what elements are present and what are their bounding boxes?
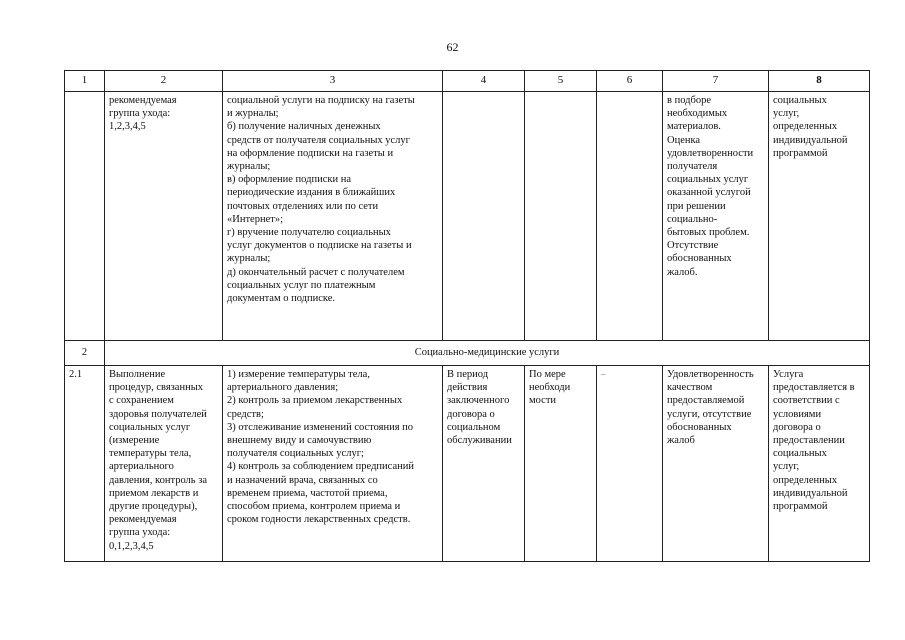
text-line: заключенного	[447, 395, 510, 407]
periodicity-text	[529, 368, 592, 408]
cell-service-content	[223, 366, 443, 562]
text-line: предоставляется в	[773, 382, 855, 394]
text-line: материалов.	[667, 121, 721, 133]
text-line: почтовых отделениях или по сети	[227, 200, 379, 212]
header-col-3: 3	[223, 71, 443, 92]
cell-conditions	[769, 92, 870, 341]
text-line: г) вручение получателю социальных	[227, 227, 391, 239]
text-line: Удовлетворенность	[667, 369, 754, 380]
cell-cost	[597, 366, 663, 562]
text-line: 0,1,2,3,4,5	[109, 540, 154, 552]
text-line: определенных	[773, 474, 838, 486]
text-line: рекомендуемая	[109, 95, 177, 106]
text-line: периодические издания в ближайших	[227, 187, 396, 199]
text-line: получателя	[667, 161, 718, 173]
text-line: бытовых проблем.	[667, 227, 750, 239]
text-line: 4) контроль за соблюдением предписаний	[227, 461, 414, 473]
text-line: группа ухода:	[109, 108, 171, 120]
header-col-1: 1	[65, 71, 105, 92]
text-line: средств;	[227, 408, 264, 420]
text-line: качеством	[667, 382, 713, 394]
text-line: индивидуальной	[773, 487, 848, 499]
text-line: предоставляемой	[667, 395, 745, 407]
cell-periodicity	[525, 92, 597, 341]
text-line: В период	[447, 369, 489, 380]
header-col-2: 2	[105, 71, 223, 92]
section-row	[65, 341, 870, 366]
text-line: программой	[773, 501, 828, 513]
conditions-text	[773, 368, 865, 513]
text-line: д) окончательный расчет с получателем	[227, 266, 405, 278]
text-line: и журналы;	[227, 108, 279, 120]
text-line: договора о	[773, 421, 821, 433]
text-line: социальных услуг	[667, 174, 749, 186]
header-col-4: 4	[443, 71, 525, 92]
text-line: жалоб.	[667, 266, 698, 278]
term-text	[447, 368, 520, 447]
text-line: необходимых	[667, 108, 728, 120]
text-line: услуг документов о подписке на газеты и	[227, 240, 412, 252]
text-line: на оформление подписки на газеты и	[227, 147, 394, 159]
section-title: Социально-медицинские услуги	[105, 341, 870, 366]
text-line: социально-	[667, 213, 718, 225]
text-line: (измерение	[109, 435, 160, 447]
text-line: договора о	[447, 408, 495, 420]
text-line: услуг,	[773, 461, 800, 473]
text-line: социальных	[773, 448, 827, 460]
service-content-text	[227, 368, 438, 526]
text-line: временем приема, частотой приема,	[227, 487, 388, 499]
text-line: индивидуальной	[773, 134, 848, 146]
text-line: 3) отслеживание изменений состояния по	[227, 421, 414, 433]
text-line: оказанной услугой	[667, 187, 751, 199]
text-line: мости	[529, 395, 557, 407]
text-line: 2) контроль за приемом лекарственных	[227, 395, 403, 407]
header-col-8: 8	[769, 71, 870, 92]
service-name-text	[109, 368, 218, 553]
cell-service-content	[223, 92, 443, 341]
text-line: при решении	[667, 200, 726, 212]
text-line: обоснованных	[667, 421, 732, 433]
service-content-text	[227, 94, 438, 305]
text-line: Выполнение	[109, 369, 166, 380]
text-line: По мере	[529, 369, 566, 380]
text-line: жалоб	[667, 435, 695, 447]
text-line: здоровья получателей	[109, 408, 207, 420]
text-line: температуры тела,	[109, 448, 192, 460]
text-line: соответствии с	[773, 395, 840, 407]
text-line: 1) измерение температуры тела,	[227, 369, 370, 380]
text-line: приемом лекарств и	[109, 487, 199, 499]
page-number: 62	[446, 40, 459, 54]
text-line: и назначений врача, связанных со	[227, 474, 378, 486]
quality-indicators-text	[667, 368, 764, 447]
text-line: с сохранением	[109, 395, 174, 407]
cell-number: 2.1	[65, 366, 105, 562]
text-line: журналы;	[227, 161, 271, 173]
text-line: удовлетворенности	[667, 147, 754, 159]
text-line: программой	[773, 147, 828, 159]
text-line: документам о подписке.	[227, 293, 336, 305]
text-line: сроком годности лекарственных средств.	[227, 514, 411, 526]
cell-term	[443, 366, 525, 562]
conditions-text	[773, 94, 865, 160]
text-line: давления, контроль за	[109, 474, 208, 486]
text-line: другие процедуры),	[109, 501, 198, 513]
cell-quality-indicators	[663, 92, 769, 341]
text-line: «Интернет»;	[227, 213, 283, 225]
text-line: группа ухода:	[109, 527, 171, 539]
cell-quality-indicators	[663, 366, 769, 562]
header-col-5: 5	[525, 71, 597, 92]
text-line: условиями	[773, 408, 822, 420]
text-line: артериального	[109, 461, 174, 473]
text-line: Оценка	[667, 134, 701, 146]
text-line: способом приема, контролем приема и	[227, 501, 401, 513]
cell-service-name	[105, 366, 223, 562]
text-line: социальных услуг по платежным	[227, 279, 376, 291]
cost-dash: –	[601, 369, 606, 379]
header-col-7: 7	[663, 71, 769, 92]
table-row-2-1	[65, 366, 870, 562]
table-header-row	[65, 71, 870, 92]
text-line: Отсутствие	[667, 240, 719, 252]
text-line: обоснованных	[667, 253, 732, 265]
text-line: услуги, отсутствие	[667, 408, 752, 420]
text-line: социальном	[447, 421, 501, 433]
text-line: артериального давления;	[227, 382, 339, 394]
text-line: внешнему виду и самочувствию	[227, 435, 372, 447]
text-line: в) оформление подписки на	[227, 174, 351, 186]
text-line: необходи	[529, 382, 571, 394]
text-line: обслуживании	[447, 435, 512, 447]
text-line: журналы;	[227, 253, 271, 265]
quality-indicators-text	[667, 94, 764, 279]
cell-conditions	[769, 366, 870, 562]
cell-term	[443, 92, 525, 341]
header-col-6: 6	[597, 71, 663, 92]
text-line: получателя социальных услуг;	[227, 448, 364, 460]
section-number: 2	[65, 341, 105, 366]
text-line: социальной услуги на подписку на газеты	[227, 95, 415, 106]
text-line: средств от получателя социальных услуг	[227, 134, 410, 146]
text-line: действия	[447, 382, 488, 394]
text-line: процедур, связанных	[109, 382, 204, 394]
text-line: б) получение наличных денежных	[227, 121, 381, 133]
text-line: предоставлении	[773, 435, 845, 447]
text-line: услуг,	[773, 108, 800, 120]
services-table	[64, 70, 870, 562]
cell-number	[65, 92, 105, 341]
service-name-text	[109, 94, 218, 134]
text-line: в подборе	[667, 95, 711, 106]
text-line: социальных	[773, 95, 827, 106]
text-line: Услуга	[773, 369, 804, 380]
cell-service-name	[105, 92, 223, 341]
cell-cost	[597, 92, 663, 341]
text-line: социальных услуг	[109, 421, 191, 433]
text-line: определенных	[773, 121, 838, 133]
text-line: 1,2,3,4,5	[109, 121, 146, 133]
text-line: рекомендуемая	[109, 514, 177, 526]
table-row-continuation	[65, 92, 870, 341]
cell-periodicity	[525, 366, 597, 562]
